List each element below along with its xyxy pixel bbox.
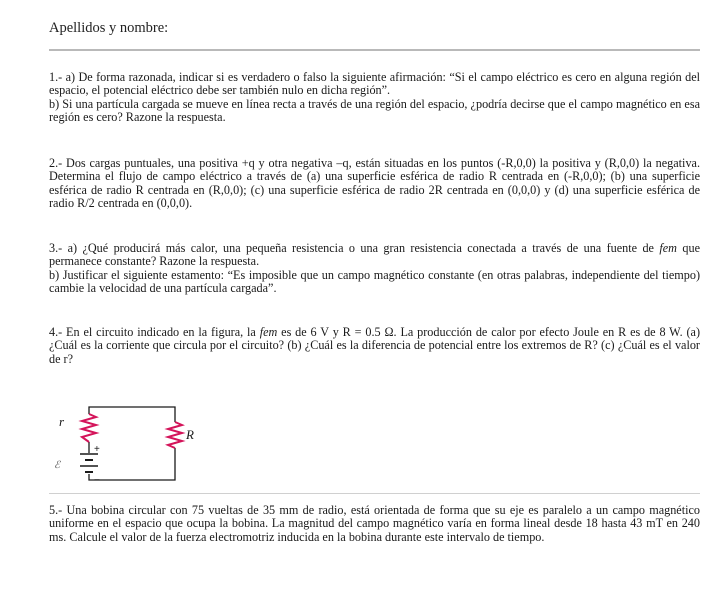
- question-3-part-a: [49, 242, 700, 269]
- resistor-r: [82, 414, 96, 442]
- question-2-text: 2.- Dos cargas puntuales, una positiva +q y otra negativa –q, están situadas en los puntos (-R,0,0) la positiva y (R,0,0) la negativa. Determina el flujo de campo eléctrico a través de (a) una superficie esférica de radio R centrada en (-R,0,0); (b) una superficie esférica de radio R centrada en (R,0,0); (c) una superficie esférica de radio 2R centrada en (0,0,0) y (d) una superficie esférica de radio R/2 centrada en (0,0,0).: [49, 156, 700, 211]
- question-4-text: [49, 326, 700, 366]
- question-4-post: es de 6 V y R = 0.5 Ω. La producción de calor por efecto Joule en R es de 8 W. (a) ¿Cuál es la corriente que circula por el circuito? (b) ¿Cuál es la diferencia de potencial entre los extremos de R? (c) ¿Cuál es el valor de r?: [49, 325, 700, 366]
- question-5: [49, 504, 700, 544]
- question-4-fem: fem: [259, 325, 278, 339]
- question-3-part-a-pre: 3.- a) ¿Qué producirá más calor, una pequeña resistencia o una gran resistencia conectada a través de una fuente de: [49, 241, 660, 255]
- question-1-part-b: b) Si una partícula cargada se mueve en línea recta a través de una región del espacio, ¿podría decirse que el campo magnético en esa región es cero? Razone la respuesta.: [49, 96, 700, 125]
- circuit-diagram: [49, 402, 209, 486]
- label-emf: ℰ: [54, 460, 61, 471]
- name-label: Apellidos y nombre:: [49, 20, 169, 36]
- question-5-text: 5.- Una bobina circular con 75 vueltas de 35 mm de radio, está orientada de forma que su eje es paralelo a un campo magnético uniforme en el espacio que ocupa la bobina. La magnitud del campo magnético varía en forma lineal desde 18 hasta 43 mT en 240 ms. Calcule el valor de la fuerza electromotriz inducida en la bobina durante este intervalo de tiempo.: [49, 503, 700, 544]
- question-2: [49, 157, 700, 211]
- question-1-part-a: 1.- a) De forma razonada, indicar si es verdadero o falso la siguiente afirmación: “Si el campo eléctrico es cero en alguna región del espacio, el potencial eléctrico debe ser también nulo en dicha región”.: [49, 70, 700, 98]
- question-3-fem: fem: [659, 241, 677, 255]
- section-divider: [49, 493, 700, 494]
- label-r: r: [59, 414, 65, 429]
- label-plus: +: [94, 444, 100, 455]
- question-1: [49, 71, 700, 125]
- question-3: [49, 242, 700, 296]
- question-3-part-b: b) Justificar el siguiente estamento: “Es imposible que un campo magnético constante (en otras palabras, independiente del tiempo) cambie la velocidad de una partícula cargada”.: [49, 267, 700, 296]
- circuit-wires: [89, 407, 175, 480]
- resistor-R: [168, 422, 182, 448]
- question-3-part-a-post: que permanece constante? Razone la respuesta.: [49, 241, 700, 269]
- header-divider: [49, 49, 700, 51]
- question-4-pre: 4.- En el circuito indicado en la figura, la: [49, 325, 260, 339]
- label-minus: −: [94, 475, 100, 486]
- question-4: [49, 326, 700, 366]
- label-R: R: [186, 427, 194, 442]
